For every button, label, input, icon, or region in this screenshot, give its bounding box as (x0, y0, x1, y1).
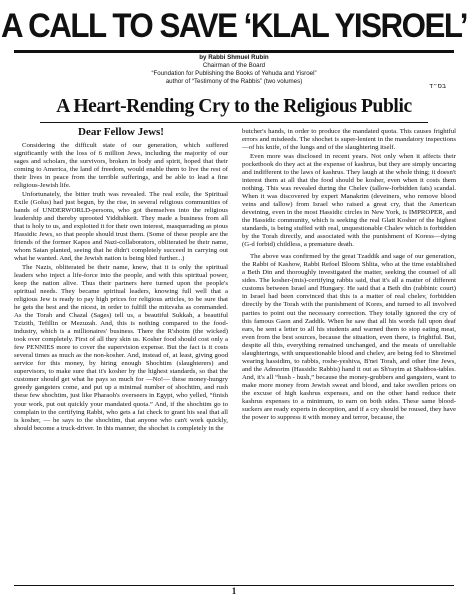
masthead-title: A CALL TO SAVE ‘KLAL YISROEL’ (1, 6, 467, 45)
hebrew-mark: בס״ד (429, 82, 446, 90)
headline-rule (40, 122, 428, 123)
paragraph: The above was confirmed by the great Tzaddik and sage of our generation, the Rabbi of Kashow, Rabbi Refoel Bloom Shlita, who at the time established a Beth Din and thoroughly investigated the matter, seeking the counsel of all sides. The kosher-(mis)-certifying rabbis said, that it's all a matter of different customs between Israel and Hungary. He said that a Beth din (rabbinic court) in Israel had been convinced that this is a matter of real chelev, forbidden directly by the Torah with the punishment of Kores, and turned to all involved parties to point out the necessary correction. They totally ignored the cry of this famous Gaon and Zaddik. When he saw that all his words fall upon deaf ears, he sent a letter to all his students and warned them to stop eating meat, even from the best sources, because the situation, even there, is frightful. But, despite all this, everything remained unchanged, and the meats of unreliable slaughterings, with unquestionable blood and chelev, are being fed to Shreimel wearing hassidim, to rabbis, roshe-yeshiva, B'nei Torah, and other fine Jews, and the Admorim (Hassidic Rabbis) hand it out as Sh'rayim at Shabbos-tables. And, it's all “hush - hush,” because the money-grubbers and gangsters, want to make more money from Jewish sweat and blood, and take swollen prices on the excuse of high kashrus expenses, and on the other hand reduce their kashrus expenses to a minimum, to earn on both sides. These same blood-suckers are ready experts in deception, and if a cry should be roused, they have the power to suppress it with money and terror, because, the (242, 253, 456, 422)
paragraph: Considering the difficult state of our generation, which suffered significantly with the loss of 6 million Jews, including the majority of our sages and scholars, the survivors, broken in body and spirit, hoped that their coming to America, the land of freedom, would enable them to live the rest of their lives in peace from the terrible sufferings, and be able to lead a fine religious-Jewish life. (14, 142, 228, 190)
left-column (14, 142, 228, 580)
article-headline: A Heart-Rending Cry to the Religious Public (56, 96, 412, 117)
byline-books: author of “Testimony of the Rabbis” (two volumes) (165, 78, 303, 85)
right-column (242, 128, 456, 580)
paragraph: The Nazis, obliterated be their name, knew, that it is only the spiritual leaders who inject a life-force into the people, and with this spiritual power, keep the nation alive. Thus their partners here turned upon the people's spiritual needs. They became spiritual leaders, knowing full well that a religious Jew is ready to pay high prices for religious articles, to be sure that he gets the best and the nicest, in order to fulfill the mitzvahs as commanded. As the Torah and Chazal (Sages) tell us, a beautiful Sukkah, a beautiful Tzizith, Tefillin or Mezuzah. And, this is nothing compared to the food-industry, which is a millionaires' business. There the R'shoim (the wicked) took over completely. First of all they skin us. Kosher food should cost only a few PENNIES more to cover the supervision expense. But the fact is it costs several times as much as the non-kosher. And, instead of, at least, giving good service for this money, by hiring enough Shochtim (slaughterers) and supervisors, to make sure that it's kosher by the highest standards, so that the customer should get what he pays so much for —No!— these money-hungry greedy gangsters come, and put up a minimal number of shochtim, and rush these few shochtim, just like Pharaoh's overseers in Egypt, who yelled, “finish your work, put out quickly your mandated quota.” And, if the shochtim go to complain to the certifying Rabbi, who gets a fat check to grant his seal that all is kosher, — he says to the shochtim, that anyone who can't work quickly, should become a truck-driver. In this manner, the shochet is completely in the (14, 263, 228, 432)
masthead-rule (14, 50, 454, 53)
salutation: Dear Fellow Jews! (78, 126, 164, 138)
byline-author: by Rabbi Shmuel Rubin (199, 54, 269, 61)
page-number: 1 (231, 586, 237, 596)
byline-role: Chairman of the Board (202, 62, 266, 69)
byline-organization: “Foundation for Publishing the Books of Yehuda and Yisroel” (151, 70, 317, 77)
paragraph: butcher's hands, in order to produce the mandated quota. This causes frightful errors and misdeeds. The shochet is super-lenient in the mandatory inspections—of his knife, of the lungs and of the slaughtering itself. (242, 128, 456, 152)
paragraph: Unfortunately, the bitter truth was revealed. The real exile, the Spiritual Exile (Golus) had just begun, by the rise, in several religious communities of bands of UNDERWORLD-persons, who got themselves into the religious leadership and thereby uprooted Yiddishkeit. They made a business from all that is holy to us, and exploited it for their own interest, masquerading as pious Hassidic Jews, so that people should trust them. (Some of these people are the friends of the former Kapos and Nazi-collaborators, obliterated be their name, whom Satan planted, seeing that he didn't completely succeed in carrying out what he wanted. And, the Jewish nation is being bled further...) (14, 190, 228, 263)
byline (120, 54, 348, 86)
paragraph: Even more was disclosed in recent years. Not only when it affects their pocketbook do they act at the expense of kashrus, but they are simply uncaring and indifferent to the laws of kashrus. They laugh at the whole thing; it doesn't interest them at all that the food should be kosher, even when it costs them nothing. This was revealed during the Chelev (tallow-forbidden fats) scandal. When it was discovered by expert Manakrim (deveiners, who remove blood veins and tallow) from Israel who raised a great cry, that the American deveining, even in the most Hassidic circles in New York, is IMPROPER, and the Hassidic community, which is seeking the real Glatt Kosher of the highest standards, is being stuffed with real, unquestionable Chalev which is forbidden by the Torah directly, and associated with the punishment of Koress—dying (G-d forbid) childless, a premature death. (242, 152, 456, 249)
